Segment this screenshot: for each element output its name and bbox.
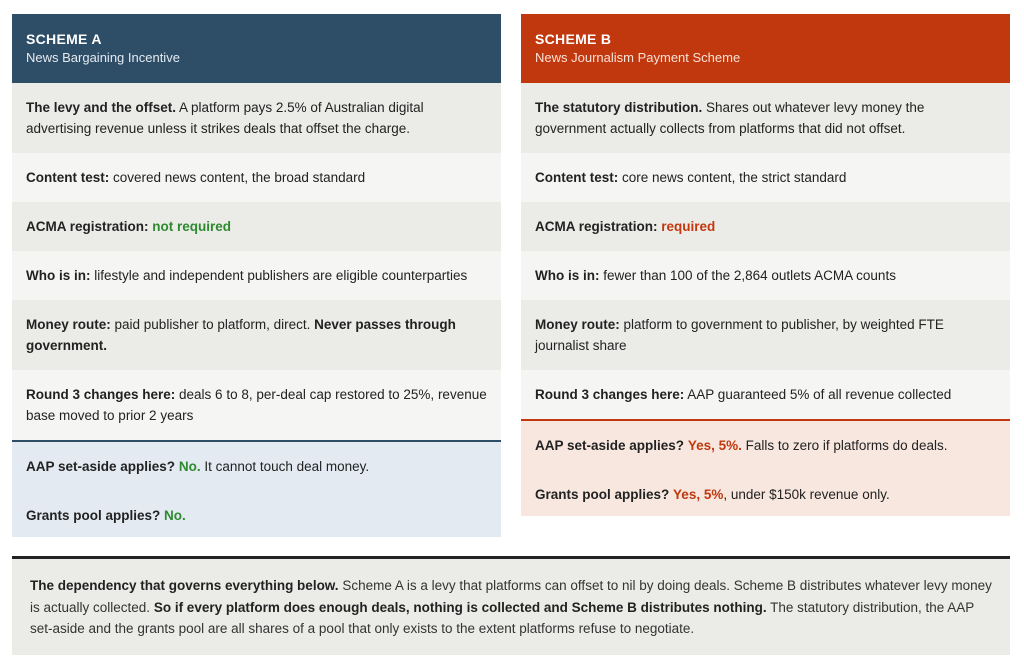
scheme-a-column — [12, 14, 501, 537]
dist-text: Shares out whatever levy money the government actually collects from platforms that did not offset. — [535, 100, 925, 136]
money-text: paid publisher to platform, direct. — [110, 317, 315, 332]
acma-label: ACMA registration: — [26, 219, 149, 234]
aap-text: Falls to zero if platforms do deals. — [741, 438, 948, 453]
scheme-b-money-row — [521, 300, 1010, 370]
scheme-b-distribution-row — [521, 83, 1010, 153]
content-test-label: Content test: — [535, 170, 619, 185]
scheme-b-acma-row — [521, 202, 1010, 251]
content-test-text: core news content, the strict standard — [618, 170, 847, 185]
scheme-a-subtitle: News Bargaining Incentive — [26, 50, 180, 65]
round3-label: Round 3 changes here: — [535, 387, 685, 402]
levy-text: A platform pays 2.5% of Australian digital advertising revenue unless it strikes deals that offset the charge. — [26, 100, 424, 136]
dist-label: The statutory distribution. — [535, 100, 703, 115]
aap-label: AAP set-aside applies? — [535, 438, 685, 453]
aap-text: It cannot touch deal money. — [200, 459, 370, 474]
grants-label: Grants pool applies? — [535, 487, 670, 502]
grants-text: , under $150k revenue only. — [723, 487, 890, 502]
scheme-b-title: SCHEME B — [535, 31, 612, 47]
money-label: Money route: — [535, 317, 620, 332]
who-text: lifestyle and independent publishers are eligible counterparties — [90, 268, 468, 283]
note-lead: The dependency that governs everything below. — [30, 578, 339, 593]
money-label: Money route: — [26, 317, 111, 332]
scheme-a-acma-row — [12, 202, 501, 251]
note-text-2: The statutory distribution, the AAP set-aside and the grants pool are all shares of a pool that only exists to the extent platforms refuse to negotiate. — [30, 599, 975, 636]
money-text: platform to government to publisher, by weighted FTE journalist share — [535, 317, 944, 353]
content-test-label: Content test: — [26, 170, 110, 185]
dependency-note — [12, 556, 1010, 655]
scheme-b-setaside-panel — [521, 419, 1010, 516]
scheme-a-round3-row — [12, 370, 501, 440]
levy-label: The levy and the offset. — [26, 100, 177, 115]
scheme-a-setaside-panel — [12, 440, 501, 537]
who-text: fewer than 100 of the 2,864 outlets ACMA counts — [599, 268, 896, 283]
money-strong: Never passes through government. — [26, 317, 456, 353]
scheme-a-who-row — [12, 251, 501, 300]
grants-value: Yes, 5% — [673, 487, 724, 502]
round3-label: Round 3 changes here: — [26, 387, 176, 402]
acma-value: not required — [152, 219, 232, 234]
acma-value: required — [661, 219, 716, 234]
note-text-1: Scheme A is a levy that platforms can offset to nil by doing deals. Scheme B distributes whatever levy money is actually collected. — [30, 578, 992, 615]
round3-text: AAP guaranteed 5% of all revenue collected — [684, 387, 952, 402]
grants-label: Grants pool applies? — [26, 508, 161, 523]
scheme-b-column — [521, 14, 1010, 516]
scheme-b-round3-row — [521, 370, 1010, 419]
content-test-text: covered news content, the broad standard — [109, 170, 366, 185]
scheme-a-content-test-row — [12, 153, 501, 202]
acma-label: ACMA registration: — [535, 219, 658, 234]
scheme-b-who-row — [521, 251, 1010, 300]
grants-value: No. — [164, 508, 186, 523]
round3-text: deals 6 to 8, per-deal cap restored to 25%, revenue base moved to prior 2 years — [26, 387, 487, 423]
aap-value: Yes, 5%. — [687, 438, 742, 453]
scheme-b-subtitle: News Journalism Payment Scheme — [535, 50, 741, 65]
who-label: Who is in: — [535, 268, 600, 283]
scheme-b-header — [521, 14, 1010, 83]
scheme-b-content-test-row — [521, 153, 1010, 202]
aap-label: AAP set-aside applies? — [26, 459, 176, 474]
who-label: Who is in: — [26, 268, 91, 283]
scheme-a-levy-row — [12, 83, 501, 153]
aap-value: No. — [178, 459, 201, 474]
scheme-a-money-row — [12, 300, 501, 370]
scheme-a-header — [12, 14, 501, 83]
scheme-a-title: SCHEME A — [26, 31, 102, 47]
note-strong: So if every platform does enough deals, nothing is collected and Scheme B distributes nothing. — [153, 599, 767, 615]
